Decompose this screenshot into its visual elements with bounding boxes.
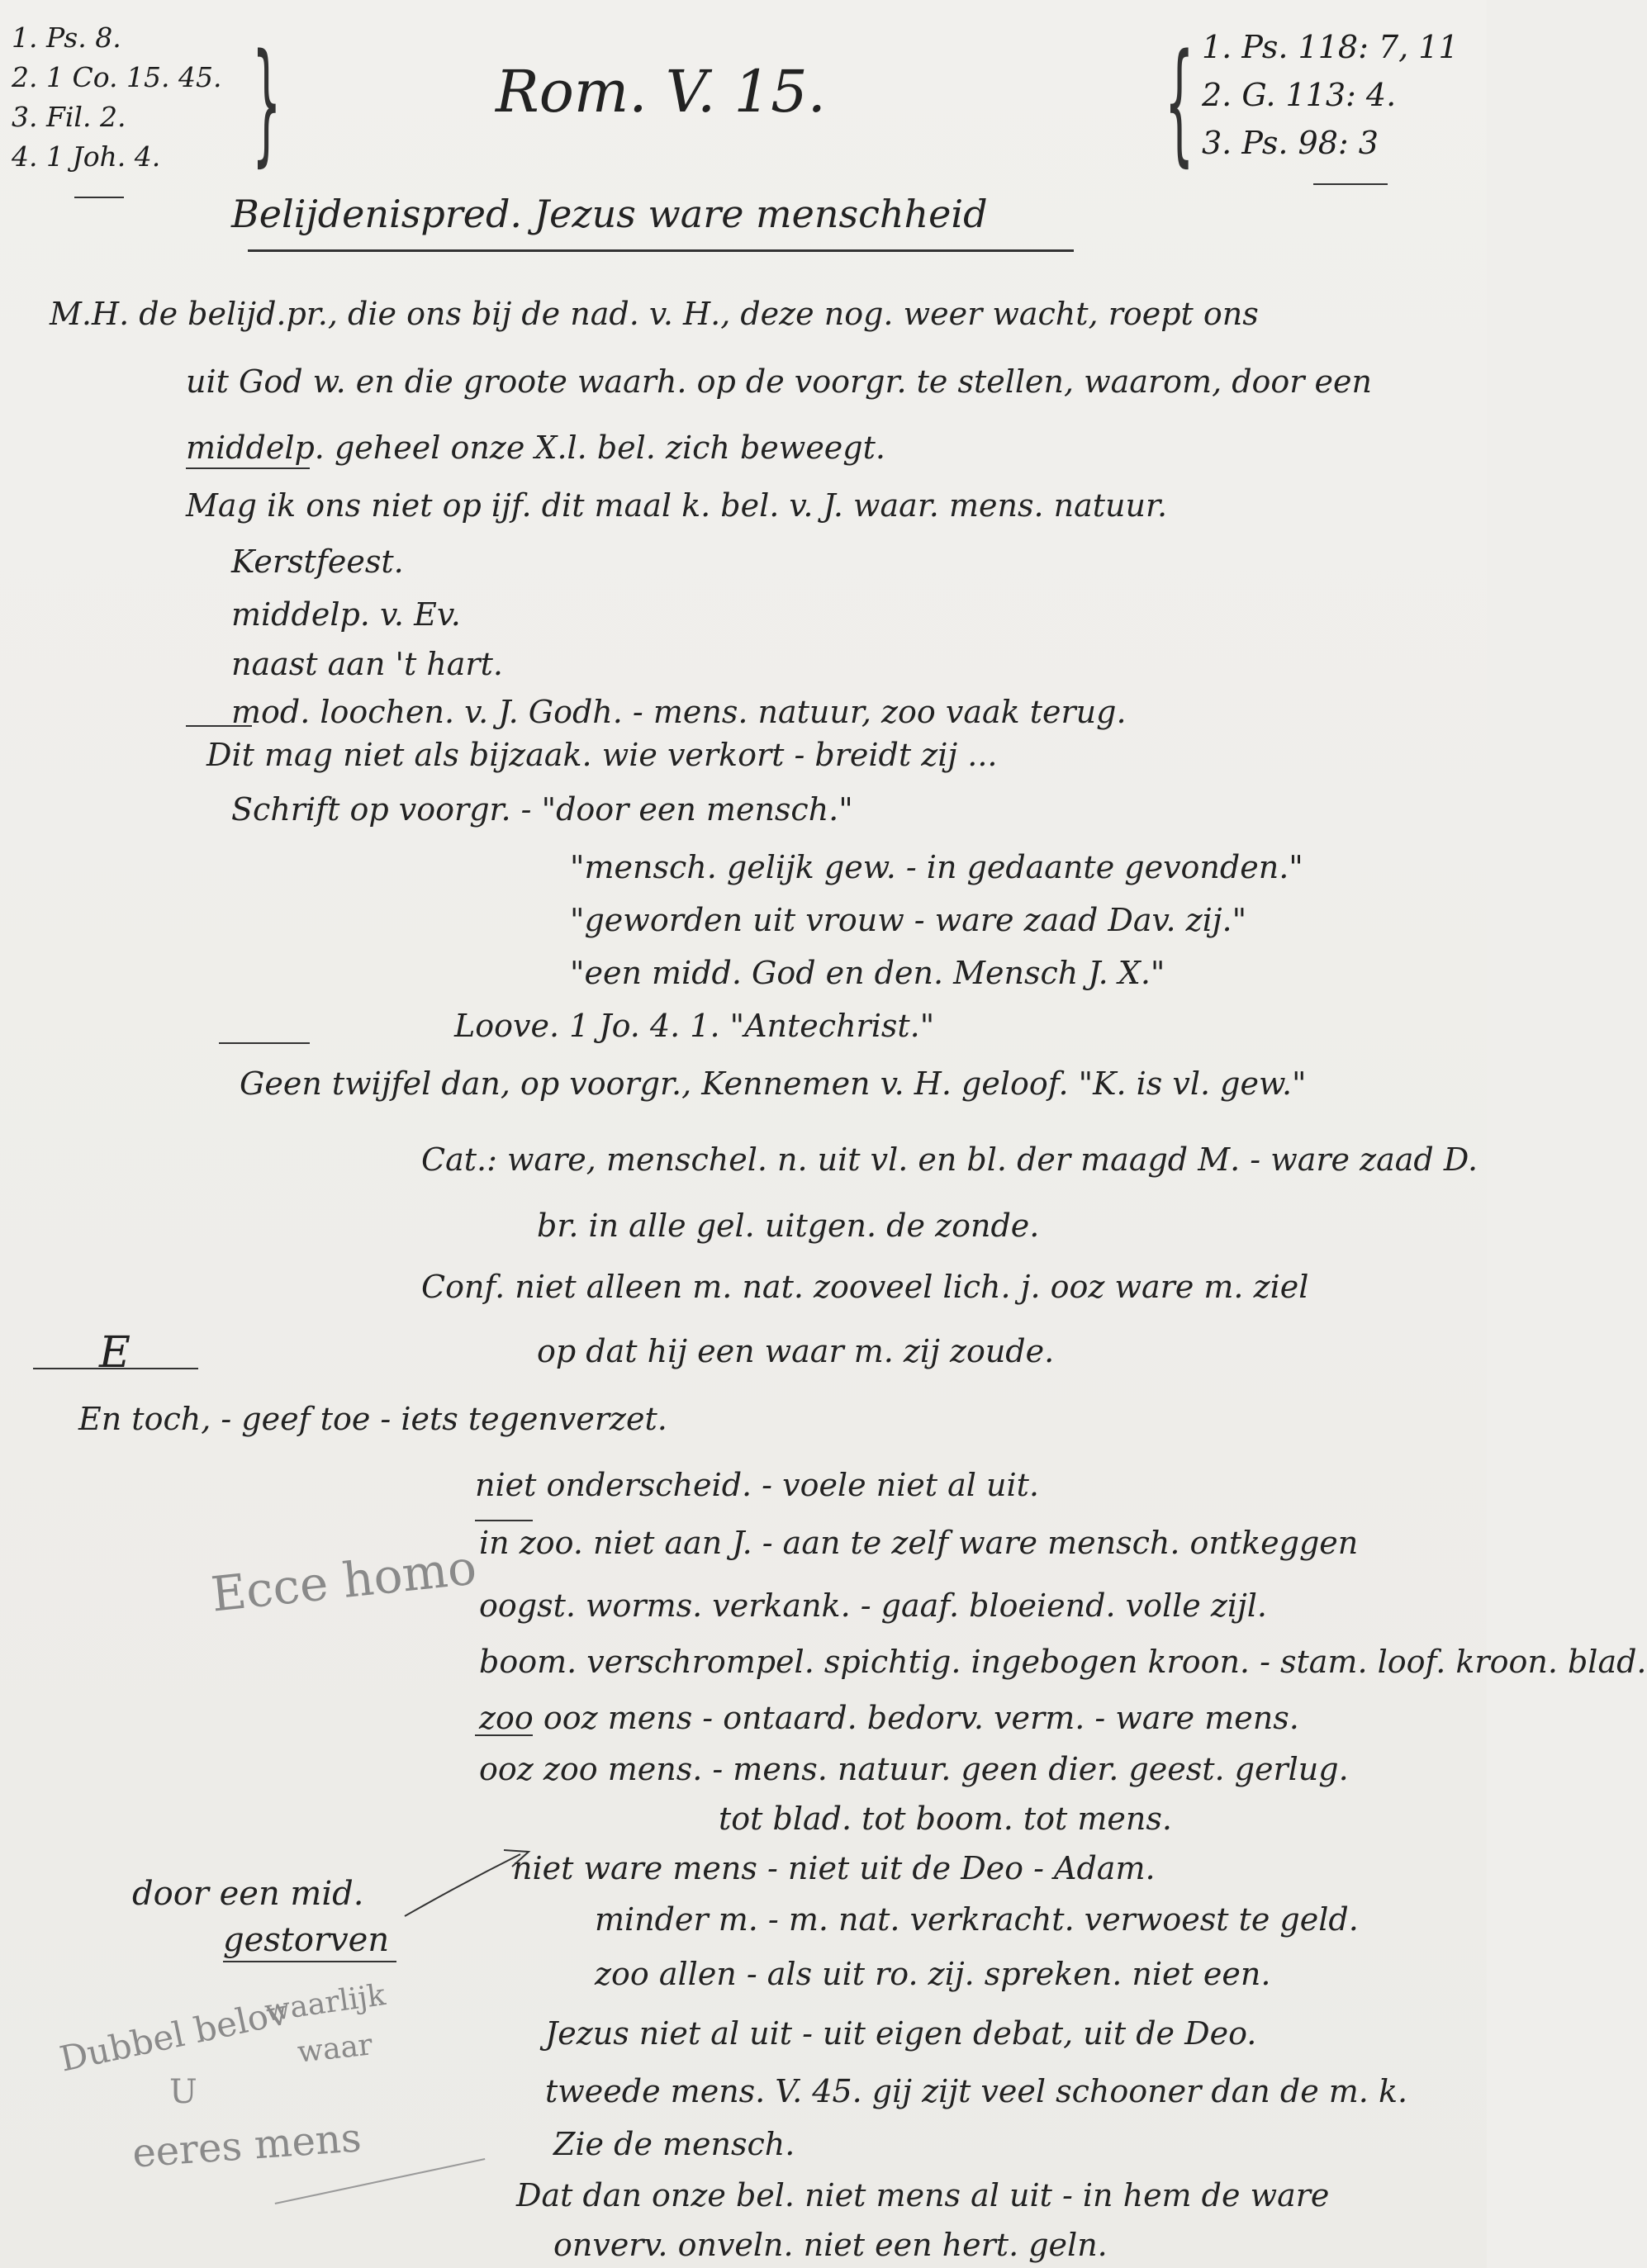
reference-item: 1. Ps. 118: 7, 11 [1202,29,1459,65]
text-line: niet onderscheid. - voele niet al uit. [475,1467,1039,1503]
reference-item: 2. G. 113: 4. [1202,77,1397,113]
text-line: ooz zoo mens. - mens. natuur. geen dier. geest. gerlug. [479,1751,1349,1787]
text-line: Cat.: ware, menschel. n. uit vl. en bl. der maagd M. - ware zaad D. [421,1141,1479,1178]
underline [223,1961,396,1962]
text-line: "een midd. God en den. Mensch J. X." [570,955,1165,991]
text-line: minder m. - m. nat. verkracht. verwoest te geld. [595,1901,1359,1938]
margin-note-waar: waar [296,2028,374,2070]
text-line: boom. verschrompel. spichtig. ingebogen kroon. - stam. loof. kroon. blad. [479,1644,1647,1680]
text-line: mod. loochen. v. J. Godh. - mens. natuur, zoo vaak terug. [231,694,1127,730]
brace-right: { [1165,25,1194,179]
references-right [1202,23,1459,167]
sermon-subtitle: Belijdenispred. Jezus ware menschheid [231,192,988,236]
text-line: middelp. geheel onze X.l. bel. zich beweegt. [186,429,885,466]
text-line: Loove. 1 Jo. 4. 1. "Antechrist." [454,1008,935,1044]
text-line: Dat dan onze bel. niet mens al uit - in hem de ware [516,2177,1330,2213]
text-line: En toch, - geef toe - iets tegenverzet. [78,1401,667,1437]
margin-note-dubbel: Dubbel belov [55,1991,292,2080]
text-line: Jezus niet al uit - uit eigen debat, uit de Deo. [545,2015,1257,2052]
underline [186,467,310,469]
underline [186,725,252,727]
page-title: Rom. V. 15. [496,58,826,126]
references-left [12,18,221,177]
section-mark: E [99,1328,131,1378]
text-line: br. in alle gel. uitgen. de zonde. [537,1208,1040,1244]
margin-note-eeres-mens: eeres mens [131,2114,363,2177]
margin-arrow [396,1834,562,1933]
text-line: Dit mag niet als bijzaak. wie verkort - breidt zij ... [206,737,998,773]
reference-item: 3. Fil. 2. [12,101,126,133]
margin-note-gestorven: gestorven [223,1921,390,1959]
text-line: in zoo. niet aan J. - aan te zelf ware mensch. ontkeggen [479,1525,1359,1561]
brace-left: } [252,25,282,179]
ref-underline [74,197,124,198]
reference-item: 3. Ps. 98: 3 [1202,125,1379,161]
text-line: "geworden uit vrouw - ware zaad Dav. zij." [570,902,1247,938]
text-line: tot blad. tot boom. tot mens. [719,1801,1172,1837]
text-line: Kerstfeest. [231,543,404,580]
subtitle-underline [248,249,1074,252]
text-line: Conf. niet alleen m. nat. zooveel lich. j. ooz ware m. ziel [421,1269,1309,1305]
reference-item: 2. 1 Co. 15. 45. [12,61,222,93]
text-line: Mag ik ons niet op ijf. dit maal k. bel. v. J. waar. mens. natuur. [186,487,1168,524]
text-line: zoo allen - als uit ro. zij. spreken. niet een. [595,1956,1271,1992]
underline [475,1520,533,1521]
pencil-stroke [275,2158,486,2204]
margin-note-u: U [169,2073,197,2111]
text-line: onverv. onveln. niet een hert. geln. [553,2227,1108,2263]
text-line: zoo ooz mens - ontaard. bedorv. verm. - ware mens. [479,1700,1299,1736]
underline [219,1042,310,1044]
text-line: uit God w. en die groote waarh. op de voorgr. te stellen, waarom, door een [186,363,1373,400]
text-line: M.H. de belijd.pr., die ons bij de nad. v. H., deze nog. weer wacht, roept ons [50,296,1259,332]
text-line: Geen twijfel dan, op voorgr., Kennemen v. H. geloof. "K. is vl. gew." [240,1065,1307,1102]
reference-item: 1. Ps. 8. [12,21,121,54]
reference-item: 4. 1 Joh. 4. [12,140,161,173]
ref-underline [1313,183,1388,185]
text-line: oogst. worms. verkank. - gaaf. bloeiend. volle zijl. [479,1587,1268,1624]
text-line: op dat hij een waar m. zij zoude. [537,1333,1055,1369]
text-line: Schrift op voorgr. - "door een mensch." [231,791,853,828]
text-line: niet ware mens - niet uit de Deo - Adam. [512,1850,1156,1886]
margin-note-waarlijk: waarlijk [262,1977,388,2029]
text-line: tweede mens. V. 45. gij zijt veel schooner dan de m. k. [545,2073,1408,2109]
text-line: naast aan 't hart. [231,646,503,682]
margin-note-ecce-homo: Ecce homo [208,1539,479,1623]
text-line: middelp. v. Ev. [231,596,461,633]
underline [475,1734,533,1736]
text-line: Zie de mensch. [553,2126,795,2162]
margin-note-door: door een mid. [132,1875,364,1913]
text-line: "mensch. gelijk gew. - in gedaante gevonden." [570,849,1303,885]
